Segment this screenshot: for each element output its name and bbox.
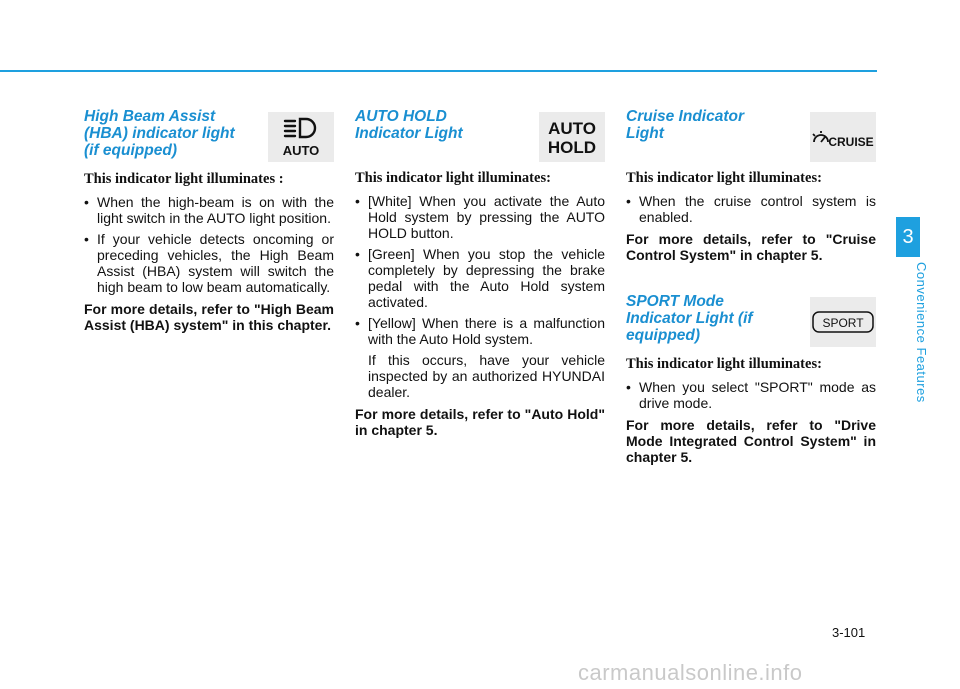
- auto-hold-icon-line1: AUTO: [548, 119, 596, 138]
- auto-hold-note: For more details, refer to "Auto Hold" in chapter 5.: [355, 406, 605, 438]
- sport-bullets: [626, 379, 876, 411]
- auto-hold-header: [355, 108, 605, 158]
- hba-bullets: [84, 194, 334, 295]
- auto-hold-section: [355, 108, 605, 438]
- cruise-indicator-icon: [810, 112, 876, 162]
- list-item: • When you select "SPORT" mode as drive mode.: [626, 379, 876, 411]
- list-item: • When the cruise control system is enabled.: [626, 193, 876, 225]
- sport-note: For more details, refer to "Drive Mode Integrated Control System" in chapter 5.: [626, 417, 876, 465]
- sport-icon-label: SPORT: [822, 316, 864, 330]
- auto-hold-subtitle: This indicator light illuminates:: [355, 170, 551, 186]
- hba-note: For more details, refer to "High Beam Assist (HBA) system" in this chapter.: [84, 301, 334, 333]
- hba-section: [84, 108, 334, 333]
- list-item: • [Yellow] When there is a malfunction with the Auto Hold system.: [355, 315, 605, 347]
- auto-hold-indicator-icon: [539, 112, 605, 162]
- list-item: • [Green] When you stop the vehicle completely by depressing the brake pedal with the Auto Hold system activated.: [355, 246, 605, 310]
- auto-hold-icon-line2: HOLD: [547, 138, 597, 157]
- chapter-side-label: [896, 262, 929, 412]
- auto-hold-extra: If this occurs, have your vehicle inspected by an authorized HYUNDAI dealer.: [368, 352, 605, 400]
- top-rule: [0, 70, 877, 72]
- cruise-title: Cruise Indicator Light: [626, 108, 744, 142]
- auto-hold-title: AUTO HOLD Indicator Light: [355, 108, 463, 142]
- list-item: • When the high-beam is on with the light switch in the AUTO light position.: [84, 194, 334, 226]
- watermark: carmanualsonline.info: [578, 660, 803, 685]
- cruise-bullets: [626, 193, 876, 225]
- hba-subtitle: This indicator light illuminates :: [84, 171, 284, 187]
- list-item: • [White] When you activate the Auto Hold system by pressing the AUTO HOLD button.: [355, 193, 605, 241]
- sport-indicator-icon: [810, 297, 876, 347]
- hba-title: High Beam Assist (HBA) indicator light (if equipped): [84, 108, 235, 159]
- hba-header: [84, 108, 334, 159]
- cruise-icon-label: CRUISE: [828, 135, 874, 149]
- hba-indicator-icon: [268, 112, 334, 162]
- hba-icon-label: AUTO: [282, 143, 320, 158]
- cruise-header: [626, 108, 876, 158]
- sport-subtitle: This indicator light illuminates:: [626, 356, 822, 372]
- chapter-title: Convenience Features: [914, 262, 929, 403]
- cruise-section: [626, 108, 876, 465]
- page-number: 3-101: [832, 625, 866, 640]
- cruise-subtitle: This indicator light illuminates:: [626, 170, 822, 186]
- sport-section: [626, 293, 876, 465]
- auto-hold-bullets: [355, 193, 605, 347]
- chapter-number: 3: [902, 225, 914, 248]
- list-item: • If your vehicle detects oncoming or preceding vehicles, the High Beam Assist (HBA) system will switch the high beam to low beam automatically.: [84, 231, 334, 295]
- sport-header: [626, 293, 876, 344]
- sport-title: SPORT Mode Indicator Light (if equipped): [626, 293, 753, 344]
- chapter-tab: [896, 217, 920, 257]
- cruise-note: For more details, refer to "Cruise Control System" in chapter 5.: [626, 231, 876, 263]
